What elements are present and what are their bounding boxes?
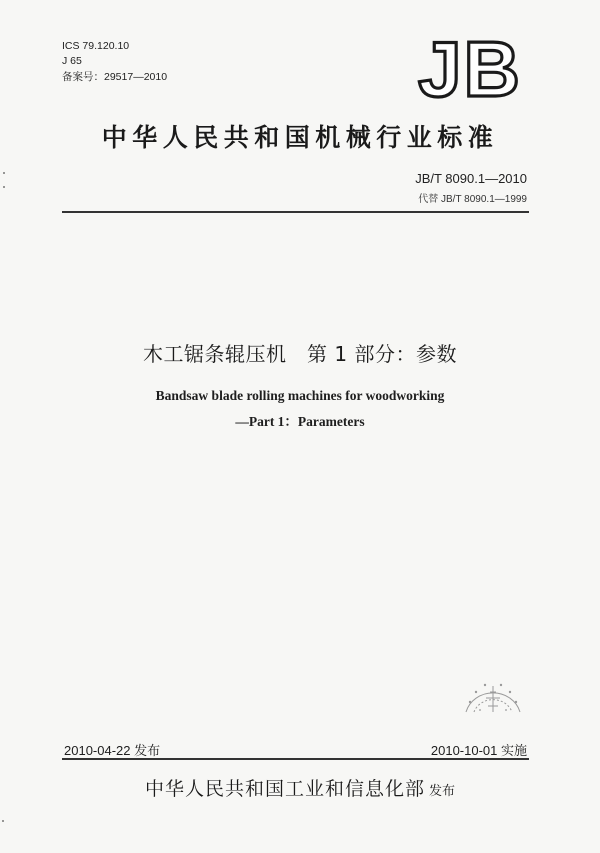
ics-code: ICS 79.120.10 (62, 40, 130, 52)
jb-logo (414, 30, 528, 106)
document-title-english-line-1: Bandsaw blade rolling machines for woodworking (155, 388, 445, 403)
issuer-name: 中华人民共和国工业和信息化部 (144, 778, 425, 800)
issuing-authority (0, 774, 600, 801)
issue-date: 2010-04-22 发布 (64, 743, 161, 758)
replaces-standard: 代替 JB/T 8090.1—1999 (418, 194, 527, 205)
standard-title: 中华人民共和国机械行业标准 (101, 123, 499, 152)
scan-speck (3, 172, 5, 174)
issuer-suffix: 发布 (429, 784, 456, 799)
scan-speck (2, 820, 4, 822)
standard-number: JB/T 8090.1—2010 (415, 171, 527, 186)
bottom-divider (62, 758, 529, 760)
implementation-date: 2010-10-01 实施 (430, 743, 527, 758)
official-seal-icon (458, 666, 528, 720)
top-divider (62, 211, 529, 213)
filing-number: 备案号：29517—2010 (62, 71, 168, 83)
document-title-english-line-2: —Part 1：Parameters (235, 414, 365, 429)
logo-text: JB (418, 30, 522, 106)
scan-speck (3, 186, 5, 188)
classification-code: J 65 (62, 55, 82, 67)
document-title-chinese: 木工锯条辊压机 第 1 部分：参数 (143, 342, 457, 366)
